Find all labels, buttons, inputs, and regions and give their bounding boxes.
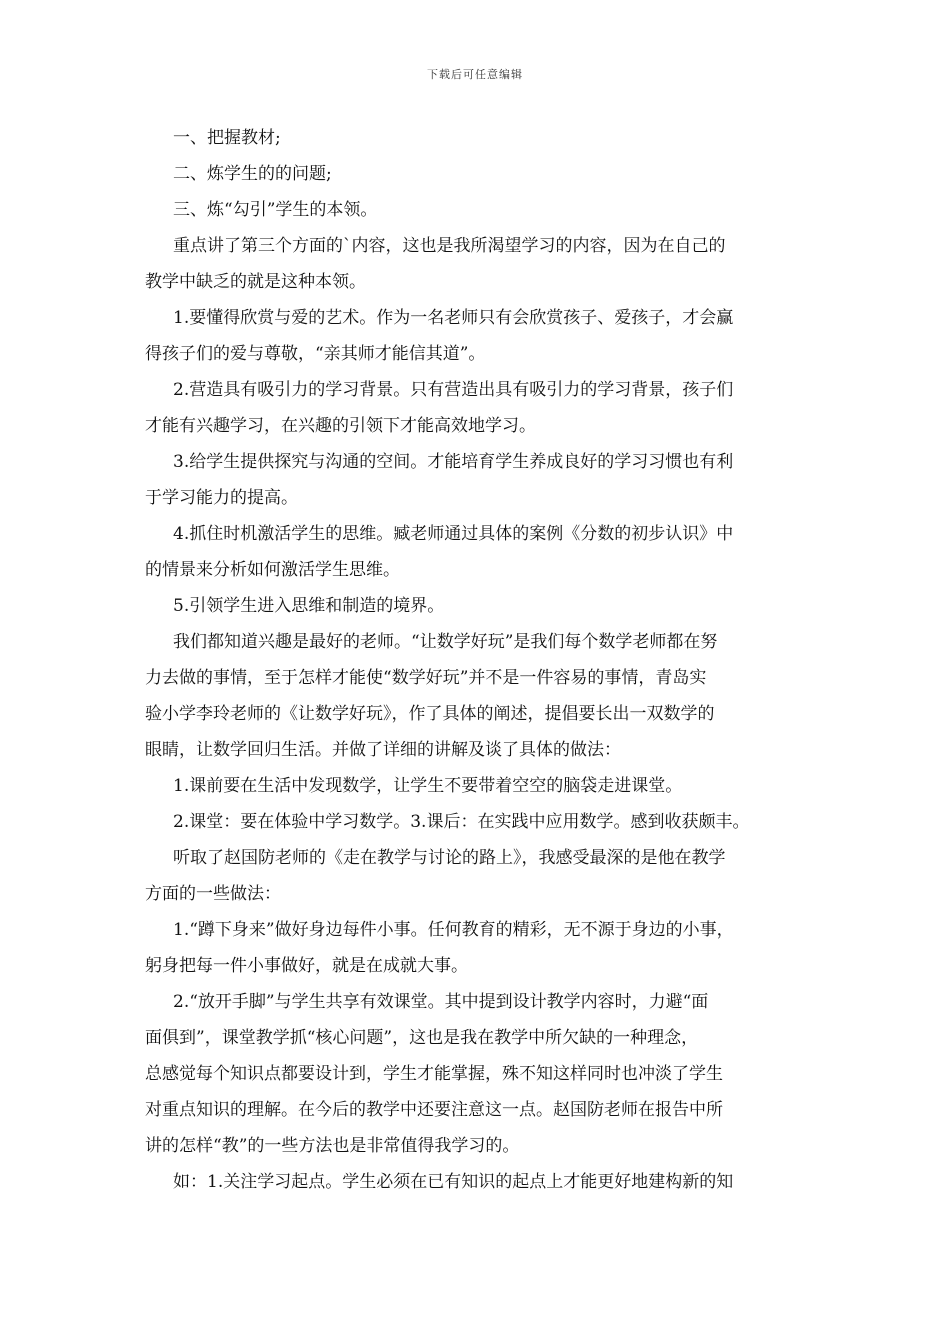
text-line: 于学习能力的提高。 — [145, 488, 298, 508]
text-line: 2.“放开手脚”与学生共享有效课堂。其中提到设计教学内容时，力避“面 — [173, 992, 709, 1012]
text-line: 4.抓住时机激活学生的思维。臧老师通过具体的案例《分数的初步认识》中 — [173, 524, 734, 544]
text-line: 三、炼“勾引”学生的本领。 — [173, 200, 378, 220]
text-line: 2.营造具有吸引力的学习背景。只有营造出具有吸引力的学习背景，孩子们 — [173, 380, 734, 400]
text-line: 3.给学生提供探究与沟通的空间。才能培育学生养成良好的学习习惯也有利 — [173, 452, 734, 472]
text-line: 1.“蹲下身来”做好身边每件小事。任何教育的精彩，无不源于身边的小事， — [173, 920, 734, 940]
text-line: 眼睛，让数学回归生活。并做了详细的讲解及谈了具体的做法： — [145, 740, 621, 760]
text-line: 1.课前要在生活中发现数学，让学生不要带着空空的脑袋走进课堂。 — [173, 776, 683, 796]
text-line: 一、把握教材; — [173, 128, 281, 148]
text-line: 验小学李玲老师的《让数学好玩》，作了具体的阐述，提倡要长出一双数学的 — [145, 704, 715, 724]
text-line: 的情景来分析如何激活学生思维。 — [145, 560, 400, 580]
text-line: 方面的一些做法： — [145, 884, 281, 904]
text-line: 如：1.关注学习起点。学生必须在已有知识的起点上才能更好地建构新的知 — [173, 1172, 734, 1192]
text-line: 二、炼学生的的问题; — [173, 164, 332, 184]
text-line: 听取了赵国防老师的《走在教学与讨论的路上》，我感受最深的是他在教学 — [173, 848, 726, 868]
text-line: 得孩子们的爱与尊敬，“亲其师才能信其道”。 — [145, 344, 486, 364]
text-line: 总感觉每个知识点都要设计到，学生才能掌握，殊不知这样同时也冲淡了学生 — [145, 1064, 723, 1084]
text-line: 教学中缺乏的就是这种本领。 — [145, 272, 366, 292]
text-line: 躬身把每一件小事做好，就是在成就大事。 — [145, 956, 468, 976]
text-line: 1.要懂得欣赏与爱的艺术。作为一名老师只有会欣赏孩子、爱孩子，才会赢 — [173, 308, 734, 328]
text-line: 才能有兴趣学习，在兴趣的引领下才能高效地学习。 — [145, 416, 536, 436]
text-line: 对重点知识的理解。在今后的教学中还要注意这一点。赵国防老师在报告中所 — [145, 1100, 723, 1120]
text-line: 重点讲了第三个方面的`内容，这也是我所渴望学习的内容，因为在自己的 — [173, 236, 726, 256]
text-line: 面俱到”，课堂教学抓“核心问题”，这也是我在教学中所欠缺的一种理念， — [145, 1028, 699, 1048]
text-line: 2.课堂：要在体验中学习数学。3.课后：在实践中应用数学。感到收获颇丰。 — [173, 812, 750, 832]
text-line: 讲的怎样“教”的一些方法也是非常值得我学习的。 — [145, 1136, 520, 1156]
text-line: 5.引领学生进入思维和制造的境界。 — [173, 596, 445, 616]
text-line: 我们都知道兴趣是最好的老师。“让数学好玩”是我们每个数学老师都在努 — [173, 632, 718, 652]
document-body — [145, 120, 810, 1200]
text-line: 力去做的事情，至于怎样才能使“数学好玩”并不是一件容易的事情，青岛实 — [145, 668, 707, 688]
page-header: 下载后可任意编辑 — [427, 68, 523, 81]
